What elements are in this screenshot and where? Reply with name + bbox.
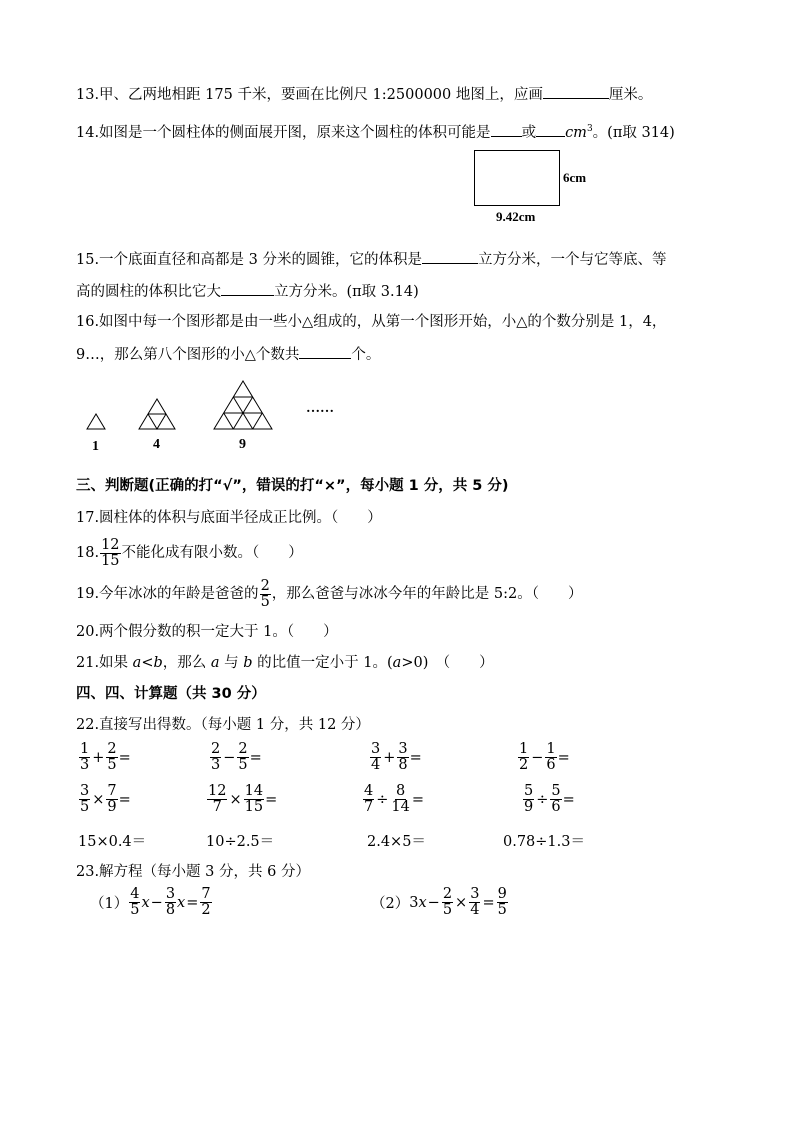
question-15-line-1 <box>76 248 667 270</box>
q21-c: 与 <box>219 655 244 671</box>
q19-a: 19.今年冰冰的年龄是爸爸的 <box>76 586 259 602</box>
equals: = <box>557 749 570 766</box>
q15-blank-2[interactable] <box>221 280 274 296</box>
num: 2 <box>238 741 248 757</box>
den: 5 <box>130 902 140 918</box>
q18-fraction <box>100 538 120 569</box>
operator: − <box>531 749 544 766</box>
equals: = <box>409 749 422 766</box>
q21-var-b: b <box>153 655 163 671</box>
calc-r1-c1 <box>78 742 131 773</box>
q15-line1-a: 15.一个底面直径和高都是 3 分米的圆锥，它的体积是 <box>76 252 423 268</box>
rect-width-label: 9.42cm <box>496 209 536 224</box>
num: 3 <box>398 741 408 757</box>
calc-r2-c2 <box>206 784 277 815</box>
operator: × <box>229 791 242 808</box>
q18-text: 不能化成有限小数。（ ） <box>121 545 303 561</box>
operator: + <box>92 749 105 766</box>
section-4-heading: 四、四、计算题（共 30 分） <box>76 686 266 702</box>
equals: = <box>118 749 131 766</box>
equals: = <box>186 894 199 911</box>
rect-height-label: 6cm <box>563 170 587 185</box>
triangle-figure-3 <box>214 381 272 429</box>
question-15-line-2 <box>76 280 419 302</box>
q19-b: ，那么爸爸与冰冰今年的年龄比是 5:2。（ ） <box>271 586 583 602</box>
equals: = <box>249 749 262 766</box>
operator: × <box>455 894 468 911</box>
question-14 <box>76 119 675 143</box>
den: 5 <box>497 902 507 918</box>
question-22-title: 22.直接写出得数。（每小题 1 分，共 12 分） <box>76 717 370 733</box>
q13-text: 13.甲、乙两地相距 175 千米，要画在比例尺 1:2500000 地图上，应画 <box>76 87 543 103</box>
q18-den: 15 <box>101 552 120 569</box>
den: 7 <box>364 799 374 815</box>
den: 3 <box>211 757 221 773</box>
den: 5 <box>107 757 117 773</box>
variable-x: x <box>177 894 186 911</box>
num: 5 <box>551 783 561 799</box>
question-20: 20.两个假分数的积一定大于 1。（ ） <box>76 624 338 640</box>
operator: × <box>92 791 105 808</box>
triangle-figure-2 <box>139 399 175 429</box>
q19-fraction <box>260 579 271 610</box>
q14-unit: cm <box>565 124 587 141</box>
num: 3 <box>470 886 480 902</box>
cylinder-net-rectangle <box>474 150 560 206</box>
coefficient: 3 <box>409 894 419 911</box>
num: 5 <box>524 783 534 799</box>
q19-den: 5 <box>260 593 270 610</box>
equals: = <box>265 791 278 808</box>
operator: − <box>427 894 440 911</box>
num: 3 <box>371 741 381 757</box>
q19-num: 2 <box>260 577 270 594</box>
num: 3 <box>80 783 90 799</box>
equals: = <box>411 791 424 808</box>
num: 2 <box>211 741 221 757</box>
den: 5 <box>80 799 90 815</box>
figure-label-2: 4 <box>153 437 160 452</box>
num: 14 <box>244 783 264 799</box>
calc-r2-c4 <box>522 784 575 815</box>
den: 6 <box>551 799 561 815</box>
question-23-title: 23.解方程（每小题 3 分，共 6 分） <box>76 864 310 880</box>
equals: = <box>482 894 495 911</box>
question-16-line-1 <box>76 312 666 332</box>
q21-var-a: a <box>132 655 142 671</box>
triangle-pattern-figure <box>70 376 370 456</box>
q14-or: 或 <box>521 124 537 141</box>
figure-label-3: 9 <box>239 437 246 452</box>
calc-r1-c2 <box>209 742 262 773</box>
num: 1 <box>80 741 90 757</box>
q21-e: >0) （ ） <box>401 655 494 671</box>
den: 2 <box>519 757 529 773</box>
num: 4 <box>364 783 374 799</box>
q21-d: 的比值一定小于 1。( <box>252 655 393 671</box>
q21-var-b2: b <box>243 655 253 671</box>
q21-var-a3: a <box>392 655 402 671</box>
den: 4 <box>470 902 480 918</box>
den: 3 <box>80 757 90 773</box>
calc-r3-c4: 0.78÷1.3＝ <box>503 834 585 850</box>
q21-b: ，那么 <box>162 655 211 671</box>
den: 6 <box>546 757 556 773</box>
question-19 <box>76 577 583 611</box>
q21-var-a2: a <box>210 655 220 671</box>
q16-line1: 16.如图中每一个图形都是由一些小△组成的，从第一个图形开始，小△的个数分别是 1，4， <box>76 314 667 330</box>
q14-blank-1[interactable] <box>491 121 522 137</box>
variable-x: x <box>141 894 150 911</box>
operator: ÷ <box>536 791 549 808</box>
q14-text: 14.如图是一个圆柱体的侧面展开图，原来这个圆柱的体积可能是 <box>76 124 491 141</box>
den: 14 <box>391 799 410 815</box>
num: 2 <box>442 886 453 902</box>
q15-line1-b: 立方分米，一个与它等底、等 <box>478 252 667 268</box>
num: 1 <box>519 741 529 757</box>
question-17: 17.圆柱体的体积与底面半径成正比例。（ ） <box>76 510 382 526</box>
calc-r2-c3 <box>362 784 424 815</box>
operator: ÷ <box>376 791 389 808</box>
q13-answer-blank[interactable] <box>543 83 609 99</box>
q14-tail: 。(π取 314) <box>592 124 675 141</box>
equation-2-label: （2） <box>371 896 410 912</box>
num: 12 <box>208 783 227 799</box>
num: 7 <box>107 783 117 799</box>
calc-r3-c2: 10÷2.5＝ <box>206 834 275 850</box>
triangle-figure-1 <box>87 414 105 429</box>
q15-line2-a: 高的圆柱的体积比它大 <box>76 284 221 300</box>
equals: = <box>118 791 131 808</box>
den: 5 <box>238 757 248 773</box>
q14-unit-sup: 3 <box>586 124 593 134</box>
num: 3 <box>165 886 176 902</box>
q13-after: 厘米。 <box>608 87 653 103</box>
figure-label-1: 1 <box>92 439 99 454</box>
den: 15 <box>244 799 264 815</box>
operator: − <box>223 749 236 766</box>
den: 9 <box>107 799 117 815</box>
q15-line2-b: 立方分米。(π取 3.14) <box>274 284 419 300</box>
q21-a: 21.如果 <box>76 655 133 671</box>
calc-r3-c1: 15×0.4＝ <box>78 834 147 850</box>
variable-x: x <box>418 894 427 911</box>
operator: + <box>383 749 396 766</box>
num: 1 <box>546 741 556 757</box>
calc-r1-c3 <box>369 742 422 773</box>
equals: = <box>562 791 575 808</box>
calc-r3-c3: 2.4×5＝ <box>367 834 426 850</box>
q16-line2-b: 个。 <box>351 347 381 363</box>
calc-r2-c1 <box>78 784 131 815</box>
q21-lt: < <box>141 655 154 671</box>
den: 8 <box>165 902 176 918</box>
den: 5 <box>442 902 453 918</box>
question-21 <box>76 653 494 673</box>
q14-blank-2[interactable] <box>536 121 565 137</box>
calc-r1-c4 <box>517 742 570 773</box>
q18-num: 12 <box>101 536 120 553</box>
num: 2 <box>107 741 117 757</box>
equation-1-label: （1） <box>90 896 129 912</box>
question-18 <box>76 536 303 570</box>
den: 7 <box>212 799 222 815</box>
q16-line2-a: 9…，那么第八个图形的小△个数共 <box>76 347 300 363</box>
den: 9 <box>524 799 534 815</box>
question-13 <box>76 83 652 105</box>
den: 2 <box>201 902 211 918</box>
q15-blank-1[interactable] <box>422 248 478 264</box>
num: 7 <box>201 886 211 902</box>
q18-prefix: 18. <box>76 545 100 561</box>
den: 8 <box>398 757 408 773</box>
den: 4 <box>371 757 381 773</box>
num: 8 <box>396 783 406 799</box>
q16-blank[interactable] <box>299 343 351 359</box>
section-3-heading: 三、判断题(正确的打“√”，错误的打“×”，每小题 1 分，共 5 分) <box>76 478 509 494</box>
num: 9 <box>497 886 507 902</box>
num: 4 <box>130 886 140 902</box>
operator: − <box>150 894 163 911</box>
question-16-line-2 <box>76 343 380 365</box>
equation-2 <box>371 887 509 918</box>
continuation-dots: …… <box>306 401 334 416</box>
equation-1 <box>90 887 213 918</box>
